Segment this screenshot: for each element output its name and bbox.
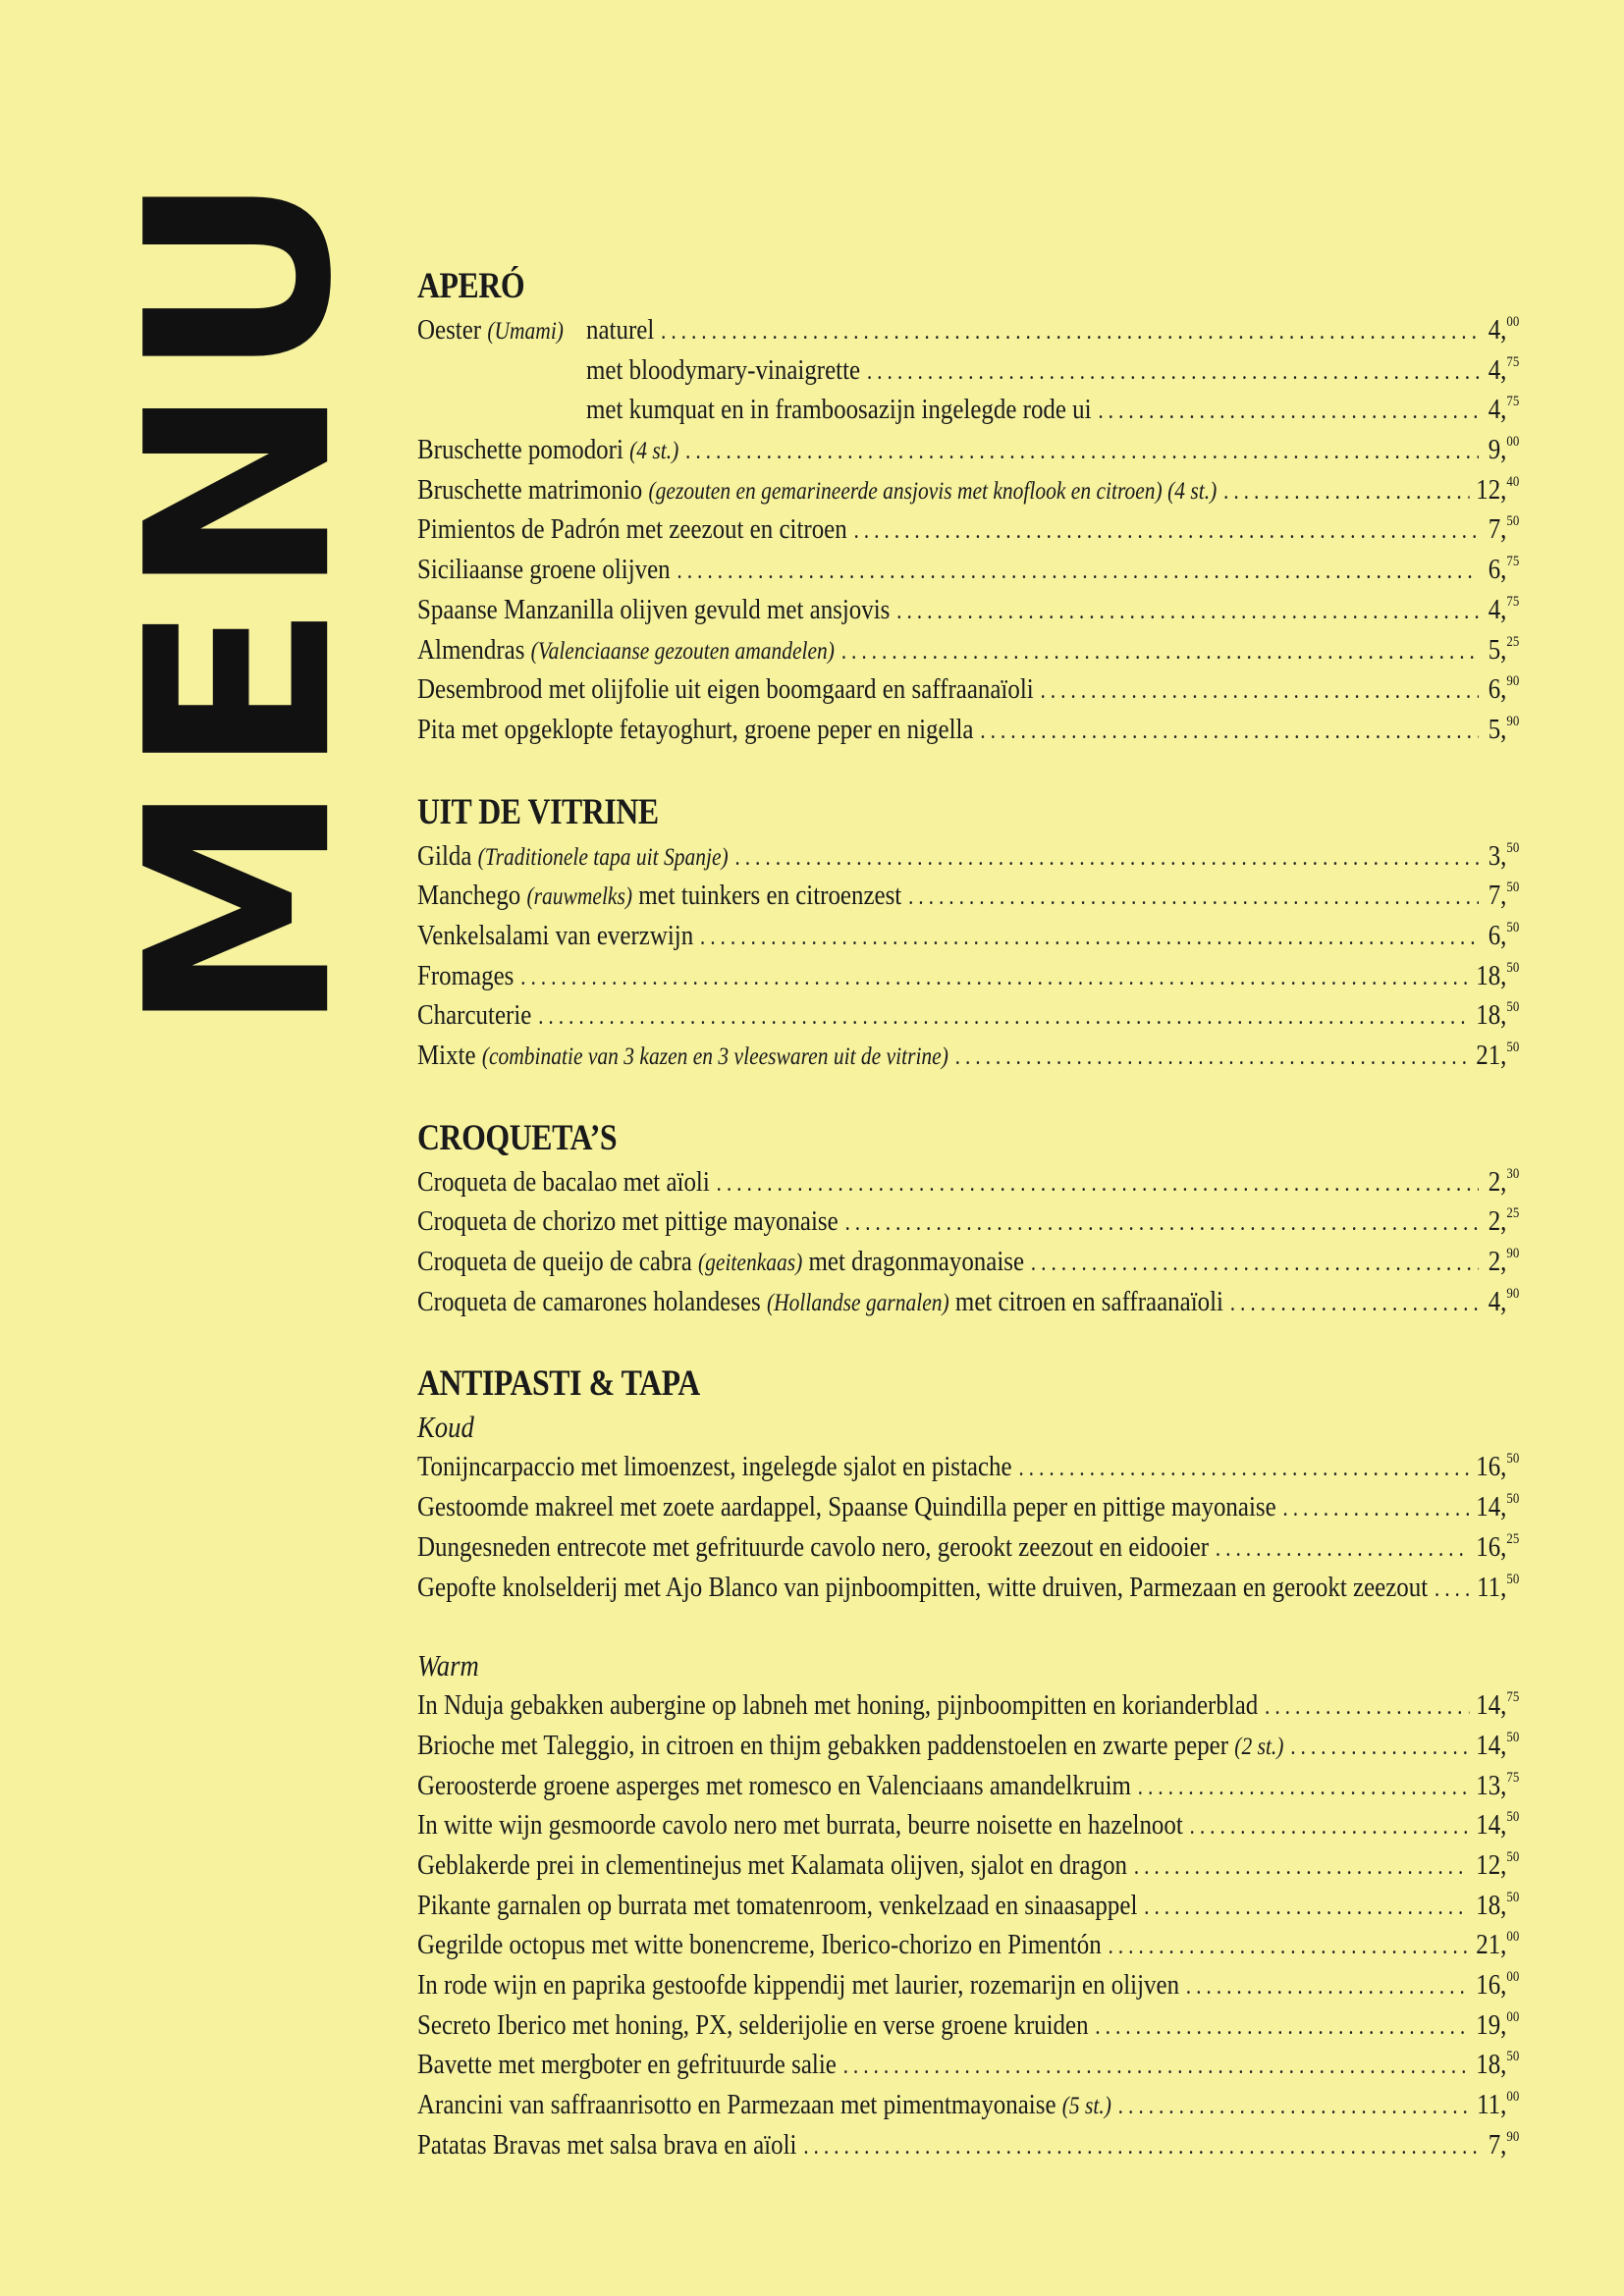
menu-item-price xyxy=(1486,430,1519,470)
price-euros: 14, xyxy=(1476,1809,1507,1842)
dot-leader xyxy=(854,511,1479,552)
menu-item-name: Bruschette pomodori xyxy=(417,434,623,466)
price-cents: 00 xyxy=(1506,2089,1520,2106)
menu-item-label xyxy=(417,995,531,1036)
menu-item-note: (2 st.) xyxy=(1234,1733,1284,1760)
section-title: CROQUETA’S xyxy=(417,1117,618,1158)
dot-leader xyxy=(803,2127,1479,2167)
dot-leader xyxy=(1041,671,1479,712)
menu-item-label xyxy=(417,430,678,472)
price-cents: 00 xyxy=(1506,314,1520,330)
menu-item-description: met dragonmayonaise xyxy=(808,1246,1025,1278)
dot-leader xyxy=(1134,1847,1469,1888)
menu-item-label xyxy=(417,2085,1111,2127)
menu-item xyxy=(417,1965,1519,2005)
dot-leader xyxy=(661,312,1479,352)
dot-leader xyxy=(1230,1284,1479,1324)
menu-item-price xyxy=(1476,470,1519,510)
menu-item-price xyxy=(1476,1965,1519,2005)
menu-item-name: Fromages xyxy=(417,959,514,991)
price-cents: 50 xyxy=(1506,839,1520,856)
menu-item-name: Gegrilde octopus met witte bonencreme, Iberico-chorizo en Pimentón xyxy=(417,1929,1102,1961)
menu-item-label xyxy=(417,509,847,550)
dot-leader xyxy=(1283,1489,1470,1529)
price-cents: 50 xyxy=(1506,1491,1520,1508)
menu-item-name: Croqueta de camarones holandeses xyxy=(417,1285,761,1317)
menu-item-label xyxy=(417,350,860,391)
dot-leader xyxy=(1031,1244,1479,1284)
menu-item-name: Almendras xyxy=(417,633,525,666)
menu-item-price xyxy=(1476,1036,1519,1076)
menu-item-name: In Nduja gebakken aubergine op labneh met honing, pijnboompitten en korianderblad xyxy=(417,1689,1259,1722)
menu-item-price xyxy=(1486,876,1519,916)
menu-item-price xyxy=(1486,2125,1519,2165)
price-cents: 75 xyxy=(1506,353,1520,370)
menu-item-label xyxy=(417,1282,1223,1324)
dot-leader xyxy=(1098,392,1479,432)
price-cents: 50 xyxy=(1506,1451,1520,1468)
menu-item xyxy=(417,1201,1519,1242)
menu-item-name: Pita met opgeklopte fetayoghurt, groene peper en nigella xyxy=(417,713,974,745)
menu-item-name: Geroosterde groene asperges met romesco en Valenciaans amandelkruim xyxy=(417,1769,1131,1801)
price-euros: 14, xyxy=(1476,1689,1507,1722)
price-cents: 50 xyxy=(1506,959,1520,976)
price-cents: 50 xyxy=(1506,880,1520,896)
menu-item xyxy=(417,2005,1519,2046)
menu-item-name: Geblakerde prei in clementinejus met Kalamata olijven, sjalot en dragon xyxy=(417,1848,1128,1881)
price-cents: 50 xyxy=(1506,1729,1520,1745)
menu-item-label xyxy=(417,2005,1089,2046)
price-euros: 7, xyxy=(1488,513,1507,546)
dot-leader xyxy=(1109,1927,1470,1967)
menu-vertical-title-text: MENU xyxy=(92,167,387,1035)
menu-item xyxy=(417,1447,1519,1487)
dot-leader xyxy=(843,2047,1470,2087)
dot-leader xyxy=(1095,2007,1469,2048)
price-euros: 14, xyxy=(1476,1491,1507,1523)
dot-leader xyxy=(1216,1529,1469,1570)
menu-item xyxy=(417,1282,1519,1322)
menu-item-price xyxy=(1476,1685,1519,1726)
menu-item-price xyxy=(1486,310,1519,350)
price-cents: 50 xyxy=(1506,513,1520,530)
price-cents: 00 xyxy=(1506,1929,1520,1946)
price-cents: 00 xyxy=(1506,434,1520,451)
dot-leader xyxy=(717,1164,1479,1204)
menu-item xyxy=(417,669,1519,710)
menu-item-price xyxy=(1476,956,1519,996)
price-euros: 16, xyxy=(1476,1451,1507,1483)
price-cents: 50 xyxy=(1506,1848,1520,1865)
menu-item-price xyxy=(1486,836,1519,877)
menu-item-note: (Traditionele tapa uit Spanje) xyxy=(477,843,729,871)
menu-item-price xyxy=(1476,1766,1519,1806)
menu-item-key xyxy=(417,310,586,352)
menu-item-price xyxy=(1476,1886,1519,1926)
menu-item-price xyxy=(1486,590,1519,630)
menu-item xyxy=(417,1487,1519,1527)
menu-section xyxy=(417,265,1519,750)
menu-item-price xyxy=(1477,1568,1519,1608)
menu-item-note: (5 st.) xyxy=(1061,2093,1111,2120)
price-euros: 4, xyxy=(1488,353,1507,386)
price-cents: 50 xyxy=(1506,919,1520,935)
menu-item-price xyxy=(1486,1282,1519,1322)
menu-item-price xyxy=(1476,1487,1519,1527)
price-euros: 2, xyxy=(1488,1246,1507,1278)
menu-item xyxy=(417,836,1519,877)
menu-vertical-title xyxy=(92,167,387,1035)
menu-item-name: Pikante garnalen op burrata met tomatenroom, venkelzaad en sinaasappel xyxy=(417,1889,1138,1921)
menu-item-name: In witte wijn gesmoorde cavolo nero met burrata, beurre noisette en hazelnoot xyxy=(417,1809,1183,1842)
price-euros: 16, xyxy=(1476,1530,1507,1563)
menu-item-label xyxy=(417,590,890,630)
dot-leader xyxy=(908,878,1479,918)
price-cents: 25 xyxy=(1506,633,1520,650)
price-cents: 90 xyxy=(1506,1246,1520,1262)
menu-item-note: (geitenkaas) xyxy=(698,1250,803,1277)
price-cents: 50 xyxy=(1506,1040,1520,1055)
dot-leader xyxy=(735,838,1479,879)
dot-leader xyxy=(980,712,1479,752)
menu-item-price xyxy=(1476,1726,1519,1766)
menu-item xyxy=(417,1766,1519,1806)
dot-leader xyxy=(1290,1728,1469,1768)
price-cents: 75 xyxy=(1506,1689,1520,1706)
menu-item xyxy=(417,310,1519,350)
price-euros: 4, xyxy=(1488,314,1507,346)
menu-item-label xyxy=(417,836,729,879)
menu-item xyxy=(417,1886,1519,1926)
menu-item-label xyxy=(417,1447,1012,1487)
menu-item-name: Mixte xyxy=(417,1040,476,1071)
price-cents: 90 xyxy=(1506,2128,1520,2145)
menu-item-name: Venkelsalami van everzwijn xyxy=(417,919,694,951)
price-cents: 90 xyxy=(1506,1285,1520,1302)
price-euros: 11, xyxy=(1477,1571,1507,1603)
price-euros: 21, xyxy=(1476,1040,1507,1071)
price-euros: 4, xyxy=(1488,1285,1507,1317)
menu-item-price xyxy=(1486,509,1519,550)
dot-leader xyxy=(1144,1888,1469,1928)
menu-item-name: Oester xyxy=(417,314,482,346)
menu-item xyxy=(417,995,1519,1036)
menu-item-note: (rauwmelks) xyxy=(526,883,632,911)
dot-leader xyxy=(955,1038,1470,1078)
menu-item-label xyxy=(417,2125,796,2165)
dot-leader xyxy=(841,632,1479,672)
menu-item xyxy=(417,1568,1519,1608)
menu-item-label xyxy=(417,1965,1179,2005)
menu-item-price xyxy=(1476,1845,1519,1886)
menu-item-label xyxy=(417,1568,1428,1608)
menu-item-price xyxy=(1476,1925,1519,1965)
dot-leader xyxy=(1190,1807,1470,1847)
price-cents: 40 xyxy=(1506,473,1520,490)
price-euros: 21, xyxy=(1476,1929,1507,1961)
menu-item-price xyxy=(1486,1242,1519,1282)
price-euros: 5, xyxy=(1488,633,1507,666)
price-euros: 7, xyxy=(1488,2128,1507,2161)
price-euros: 6, xyxy=(1488,554,1507,586)
menu-section xyxy=(417,1117,1519,1322)
price-cents: 25 xyxy=(1506,1205,1520,1222)
menu-item-price xyxy=(1486,1201,1519,1242)
price-euros: 11, xyxy=(1477,2089,1507,2121)
dot-leader xyxy=(1118,2087,1470,2127)
menu-item-label xyxy=(417,1487,1276,1527)
menu-item xyxy=(417,876,1519,916)
price-euros: 6, xyxy=(1488,919,1507,951)
menu-item xyxy=(417,956,1519,996)
dot-leader xyxy=(867,352,1479,393)
menu-item-price xyxy=(1476,1805,1519,1845)
menu-item-price xyxy=(1486,1162,1519,1202)
menu-item-note: (combinatie van 3 kazen en 3 vleeswaren uit de vitrine) xyxy=(481,1043,948,1070)
menu-item-description: met tuinkers en citroenzest xyxy=(638,880,902,912)
price-euros: 14, xyxy=(1476,1729,1507,1761)
price-euros: 13, xyxy=(1476,1769,1507,1801)
menu-item-name: Spaanse Manzanilla olijven gevuld met ansjovis xyxy=(417,593,891,625)
price-euros: 9, xyxy=(1488,434,1507,466)
menu-item-name: Brioche met Taleggio, in citroen en thijm gebakken paddenstoelen en zwarte peper xyxy=(417,1729,1229,1761)
price-euros: 4, xyxy=(1488,593,1507,625)
subsection-gap xyxy=(417,1607,1519,1646)
menu-item-name: Arancini van saffraanrisotto en Parmezaan met pimentmayonaise xyxy=(417,2089,1056,2121)
price-cents: 75 xyxy=(1506,1769,1520,1786)
dot-leader xyxy=(1435,1570,1470,1610)
menu-item-label xyxy=(417,630,835,672)
menu-item-label xyxy=(417,669,1034,710)
menu-item-label xyxy=(417,1162,710,1202)
menu-item-note: (Umami) xyxy=(487,318,564,345)
price-cents: 75 xyxy=(1506,593,1520,610)
price-euros: 2, xyxy=(1488,1165,1507,1198)
menu-item-name: Bavette met mergboter en gefrituurde salie xyxy=(417,2049,837,2081)
price-euros: 12, xyxy=(1476,1848,1507,1881)
menu-item-label xyxy=(417,1242,1024,1284)
menu-item-price xyxy=(1476,2005,1519,2046)
price-euros: 3, xyxy=(1488,839,1507,872)
menu-item-description: met citroen en saffraanaïoli xyxy=(954,1285,1223,1317)
menu-item-name: Pimientos de Padrón met zeezout en citroen xyxy=(417,513,847,546)
menu-item-label xyxy=(417,1685,1258,1726)
menu-item-name: Manchego xyxy=(417,880,521,912)
menu-item-label xyxy=(417,1925,1102,1965)
menu-item-label xyxy=(417,710,973,750)
menu-item-name: Charcuterie xyxy=(417,999,532,1032)
menu-item-label xyxy=(417,1845,1127,1886)
price-cents: 50 xyxy=(1506,999,1520,1016)
menu-item xyxy=(417,590,1519,630)
price-cents: 75 xyxy=(1506,554,1520,570)
menu-item-price xyxy=(1486,350,1519,391)
menu-item xyxy=(417,1242,1519,1282)
menu-item-price xyxy=(1476,1527,1519,1568)
dot-leader xyxy=(1138,1768,1470,1808)
menu-item-price xyxy=(1486,630,1519,670)
menu-item-label xyxy=(417,470,1217,512)
menu-item-label xyxy=(417,1766,1131,1806)
section-title: ANTIPASTI & TAPA xyxy=(417,1363,700,1405)
menu-item-label xyxy=(417,916,693,956)
dot-leader xyxy=(677,552,1480,592)
dot-leader xyxy=(1186,1967,1469,2007)
dot-leader xyxy=(685,432,1479,472)
menu-item-name: In rode wijn en paprika gestoofde kippendij met laurier, rozemarijn en olijven xyxy=(417,1969,1180,2001)
menu-section xyxy=(417,1362,1519,2164)
dot-leader xyxy=(700,918,1479,958)
menu-item-label xyxy=(417,876,901,918)
menu-item xyxy=(417,390,1519,430)
menu-item xyxy=(417,916,1519,956)
menu-item-name: Gepofte knolselderij met Ajo Blanco van pijnboompitten, witte druiven, Parmezaan en gerookt zeezout xyxy=(417,1571,1429,1603)
menu-item-label xyxy=(417,1036,948,1078)
menu-item-name: Secreto Iberico met honing, PX, selderijolie en verse groene kruiden xyxy=(417,2008,1089,2041)
price-cents: 30 xyxy=(1506,1165,1520,1182)
menu-item xyxy=(417,1036,1519,1076)
menu-item-note: (Hollandse garnalen) xyxy=(766,1289,949,1316)
menu-item-label xyxy=(417,2045,837,2085)
dot-leader xyxy=(1018,1449,1469,1489)
menu-item xyxy=(417,509,1519,550)
menu-item xyxy=(417,550,1519,590)
price-euros: 7, xyxy=(1488,880,1507,912)
menu-section xyxy=(417,791,1519,1076)
price-euros: 19, xyxy=(1476,2008,1507,2041)
menu-item xyxy=(417,1805,1519,1845)
price-cents: 50 xyxy=(1506,1809,1520,1826)
price-euros: 4, xyxy=(1488,394,1507,426)
menu-item-note: (Valenciaanse gezouten amandelen) xyxy=(530,637,835,665)
subsection-title: Warm xyxy=(417,1648,479,1683)
menu-item xyxy=(417,630,1519,670)
price-euros: 18, xyxy=(1476,1889,1507,1921)
menu-item xyxy=(417,1726,1519,1766)
menu-item xyxy=(417,2045,1519,2085)
menu-item-label xyxy=(417,1886,1137,1926)
menu-item-name: Gilda xyxy=(417,839,472,872)
menu-item-label xyxy=(417,1201,839,1242)
menu-item-name: Siciliaanse groene olijven xyxy=(417,554,671,586)
menu-item-variant: naturel xyxy=(586,314,655,346)
dot-leader xyxy=(538,997,1469,1038)
price-cents: 90 xyxy=(1506,673,1520,690)
dot-leader xyxy=(896,592,1479,632)
menu-item-variant: met kumquat en in framboosazijn ingelegde rode ui xyxy=(586,394,1092,426)
menu-item-label xyxy=(417,1527,1209,1568)
menu-item-name: Croqueta de queijo de cabra xyxy=(417,1246,692,1278)
dot-leader xyxy=(520,958,1469,998)
menu-item xyxy=(417,1527,1519,1568)
menu-item-label xyxy=(417,310,654,352)
menu-item-price xyxy=(1486,550,1519,590)
price-euros: 18, xyxy=(1476,959,1507,991)
menu-item-price xyxy=(1476,995,1519,1036)
price-cents: 50 xyxy=(1506,1571,1520,1587)
menu-item xyxy=(417,1845,1519,1886)
price-euros: 12, xyxy=(1476,473,1507,506)
menu-item-name: Patatas Bravas met salsa brava en aïoli xyxy=(417,2128,797,2161)
menu-item-name: Croqueta de bacalao met aïoli xyxy=(417,1165,710,1198)
dot-leader xyxy=(1223,472,1469,512)
menu-item xyxy=(417,710,1519,750)
price-euros: 6, xyxy=(1488,673,1507,706)
menu-item xyxy=(417,1685,1519,1726)
menu-item-price xyxy=(1477,2085,1519,2125)
menu-item-price xyxy=(1476,1447,1519,1487)
menu-item-name: Desembrood met olijfolie uit eigen boomgaard en saffraanaïoli xyxy=(417,673,1034,706)
menu-item-note: (4 st.) xyxy=(629,438,679,465)
price-cents: 75 xyxy=(1506,394,1520,410)
menu-item-label xyxy=(417,390,1092,430)
menu-item-label xyxy=(417,550,671,590)
menu-item-name: Dungesneden entrecote met gefrituurde cavolo nero, gerookt zeezout en eidooier xyxy=(417,1530,1210,1563)
price-cents: 00 xyxy=(1506,2008,1520,2025)
dot-leader xyxy=(1265,1687,1469,1728)
menu-item xyxy=(417,1162,1519,1202)
menu-item-note: (gezouten en gemarineerde ansjovis met knoflook en citroen) (4 st.) xyxy=(648,477,1218,505)
menu-item-price xyxy=(1486,669,1519,710)
menu-item-name: Tonijncarpaccio met limoenzest, ingelegde sjalot en pistache xyxy=(417,1451,1012,1483)
menu-item-price xyxy=(1486,390,1519,430)
menu-item-label xyxy=(417,1805,1183,1845)
menu-item xyxy=(417,2125,1519,2165)
menu-item-name: Bruschette matrimonio xyxy=(417,473,643,506)
price-euros: 18, xyxy=(1476,999,1507,1032)
menu-item-name: Gestoomde makreel met zoete aardappel, Spaanse Quindilla peper en pittige mayonaise xyxy=(417,1491,1276,1523)
price-euros: 18, xyxy=(1476,2049,1507,2081)
price-cents: 90 xyxy=(1506,713,1520,729)
menu-item xyxy=(417,2085,1519,2125)
menu-item xyxy=(417,470,1519,510)
menu-item-variant: met bloodymary-vinaigrette xyxy=(586,353,861,386)
subsection-title: Koud xyxy=(417,1410,474,1445)
section-title: APERÓ xyxy=(417,266,525,306)
price-cents: 50 xyxy=(1506,2049,1520,2065)
section-title: UIT DE VITRINE xyxy=(417,791,659,832)
price-euros: 5, xyxy=(1488,713,1507,745)
price-euros: 16, xyxy=(1476,1969,1507,2001)
price-cents: 00 xyxy=(1506,1969,1520,1985)
menu-item-name: Croqueta de chorizo met pittige mayonaise xyxy=(417,1205,839,1238)
dot-leader xyxy=(845,1203,1479,1244)
menu-content xyxy=(417,265,1519,2206)
menu-item-label xyxy=(417,956,514,996)
price-cents: 50 xyxy=(1506,1889,1520,1905)
menu-item-label xyxy=(417,1726,1283,1768)
menu-item xyxy=(417,1925,1519,1965)
price-euros: 2, xyxy=(1488,1205,1507,1238)
price-cents: 25 xyxy=(1506,1530,1520,1547)
menu-item xyxy=(417,350,1519,391)
menu-item-price xyxy=(1486,916,1519,956)
menu-item xyxy=(417,430,1519,470)
menu-item-price xyxy=(1476,2045,1519,2085)
menu-item-price xyxy=(1486,710,1519,750)
